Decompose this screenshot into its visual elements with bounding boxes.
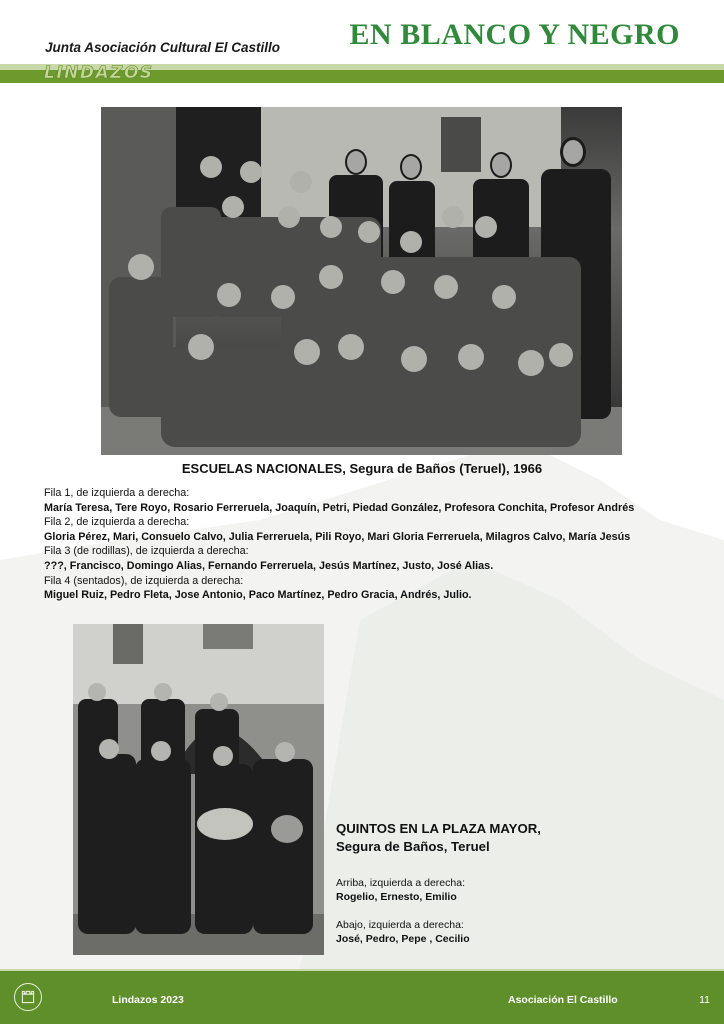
school-group-photo bbox=[101, 107, 622, 455]
castle-seal-icon bbox=[14, 983, 42, 1011]
row4-label: Fila 4 (sentados), de izquierda a derecha: bbox=[44, 574, 244, 587]
photo2-title-line2: Segura de Baños, Teruel bbox=[336, 839, 490, 854]
row4-names: Miguel Ruiz, Pedro Fleta, Jose Antonio, Paco Martínez, Pedro Gracia, Andrés, Julio. bbox=[44, 589, 472, 602]
row2-label: Fila 2, de izquierda a derecha: bbox=[44, 516, 190, 529]
photo2-title-line1: QUINTOS EN LA PLAZA MAYOR, bbox=[336, 821, 541, 836]
photo1-names-list bbox=[44, 486, 684, 603]
photo2-top-names: Rogelio, Ernesto, Emilio bbox=[336, 891, 457, 903]
header-subtitle: Junta Asociación Cultural El Castillo bbox=[45, 40, 281, 55]
row1-label: Fila 1, de izquierda a derecha: bbox=[44, 487, 190, 499]
row2-names: Gloria Pérez, Mari, Consuelo Calvo, Julia Ferreruela, Pili Royo, Mari Gloria Ferreruela, Milagros Calvo, María Jesús bbox=[44, 530, 631, 543]
footer-publication: Lindazos 2023 bbox=[112, 994, 184, 1006]
quintos-photo bbox=[73, 624, 324, 955]
row1-names: María Teresa, Tere Royo, Rosario Ferreruela, Joaquín, Petri, Piedad González, Profesora Conchita, Profesor Andrés bbox=[44, 501, 635, 514]
photo2-caption-title bbox=[336, 820, 541, 856]
lindazos-logo: LINDAZOS bbox=[44, 63, 154, 83]
photo2-bottom-label: Abajo, izquierda a derecha: bbox=[336, 919, 464, 931]
photo2-bottom-names: José, Pedro, Pepe , Cecilio bbox=[336, 933, 470, 945]
photo1-caption: ESCUELAS NACIONALES, Segura de Baños (Teruel), 1966 bbox=[181, 461, 543, 476]
footer-association: Asociación El Castillo bbox=[508, 994, 618, 1006]
row3-label: Fila 3 (de rodillas), de izquierda a derecha: bbox=[44, 545, 249, 558]
footer-top-line bbox=[0, 969, 724, 971]
section-title: EN BLANCO Y NEGRO bbox=[349, 18, 680, 51]
page-number: 11 bbox=[699, 994, 710, 1006]
row3-names: ???, Francisco, Domingo Alias, Fernando Ferreruela, Jesús Martínez, Justo, José Alias. bbox=[44, 559, 494, 572]
photo2-top-label: Arriba, izquierda a derecha: bbox=[336, 877, 465, 889]
photo2-names bbox=[336, 876, 470, 946]
